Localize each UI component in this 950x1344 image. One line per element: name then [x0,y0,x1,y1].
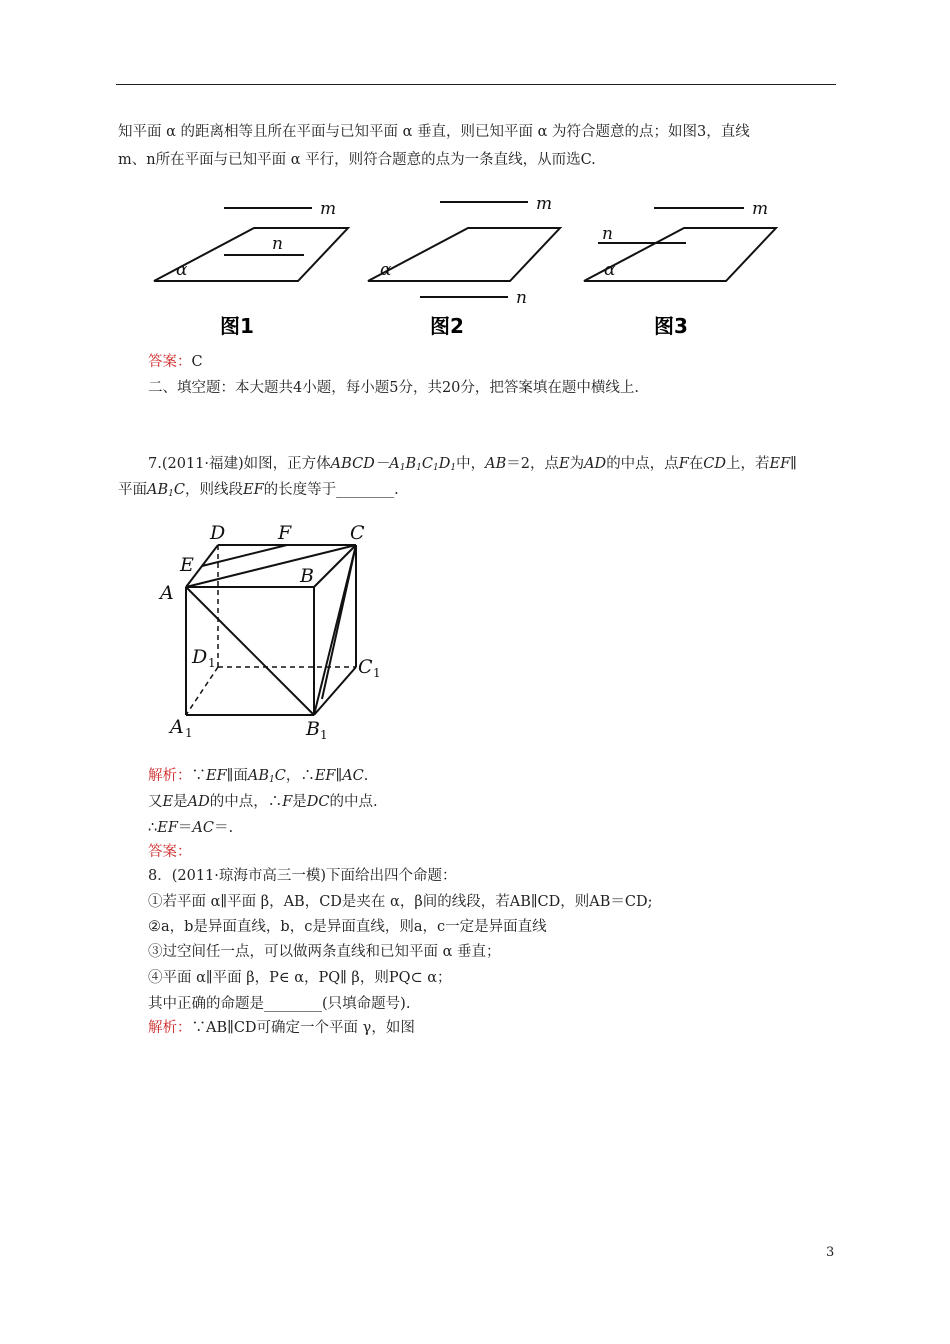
sol-dc: DC [306,794,330,810]
fig2-label-n: n [516,288,527,308]
cube-sub-c1: 1 [373,666,381,680]
q7-sub: 1 [416,463,422,473]
sol-text: ∥ [335,768,343,784]
sol-ad: AD [187,794,210,810]
sol-text: ＝. [213,820,234,836]
sol-e: E [162,794,174,810]
q8-proposition-2: ②a，b是异面直线，b，c是异面直线，则a，c一定是异面直线 [148,919,547,935]
fig1-label-m: m [320,199,337,219]
page-number: 3 [826,1245,835,1260]
sol-ac: AC [342,768,364,784]
q7-sub: 1 [450,463,457,473]
q8-solution-text: ∵AB∥CD可确定一个平面 γ，如图 [191,1020,415,1036]
cube-label-d: D [210,522,226,544]
fig2-label-m: m [536,194,553,214]
answer1-value: C [191,354,203,370]
sol-text: 的中点. [329,794,378,810]
q8-proposition-1: ①若平面 α∥平面 β，AB，CD是夹在 α，β间的线段，若AB∥CD，则AB＝CD; [148,894,653,910]
answer1-label: 答案： [148,354,192,370]
sol-text: ∴ [148,820,158,836]
q8-proposition-3: ③过空间任一点，可以做两条直线和已知平面 α 垂直； [148,944,501,960]
section2-heading: 二、填空题：本大题共4小题，每小题5分，共20分，把答案填在题中横线上. [148,380,640,396]
sol-text: ＝ [177,820,193,836]
q7-text: 为 [569,456,585,472]
sol-ef: EF [314,768,336,784]
sol-c: C [274,768,286,784]
q7-plane-ab: AB [147,482,169,498]
fig3-caption: 图3 [654,314,688,338]
solution7-line1 [148,766,368,790]
q7-sub: 1 [168,489,174,499]
cube-label-a1: A [170,716,184,738]
q8-question: 其中正确的命题是________(只填命题号). [148,996,411,1012]
cube-sub-b1: 1 [320,728,328,742]
planes-figure [140,185,780,345]
sol-ab: AB [247,768,269,784]
fig2-caption: 图2 [430,314,464,338]
sol-text: ∵ [191,768,206,784]
paragraph1-line2: m、n所在平面与已知平面 α 平行，则符合题意的点为一条直线，从而选C. [118,152,596,168]
fig1-label-alpha: α [176,260,188,280]
sol-ef: EF [206,768,227,784]
q8-title: 8．(2011·琼海市高三一模)下面给出四个命题： [148,868,457,884]
q7-cube-d: D [438,456,451,472]
solution7-label: 解析： [148,768,192,784]
cube-sub-a1: 1 [185,726,193,740]
fig3-label-m: m [752,199,769,219]
cube-label-d1: D [192,646,208,668]
fig1-label-n: n [272,234,283,254]
cube-label-a: A [160,582,174,604]
sol-text: ，∴ [285,768,315,784]
q7-plane-c: C [173,482,185,498]
paragraph1-line1: 知平面 α 的距离相等且所在平面与已知平面 α 垂直，则已知平面 α 为符合题意的点；如图3，直线 [118,124,750,140]
cube-label-e: E [180,554,194,576]
solution7-line2 [148,792,378,812]
fig2-label-alpha: α [380,260,392,280]
cube-figure [150,515,410,747]
q7-text: ＝2，点 [506,456,559,472]
q7-f: F [678,456,689,472]
fig3-label-n: n [602,224,613,244]
sol-f: F [282,794,293,810]
cube-label-c1: C [358,656,373,678]
q7-cube-a: ABCD－A [330,456,400,472]
sol-text: 是 [173,794,188,810]
q7-sub: 1 [433,463,439,473]
cube-label-b: B [300,565,314,587]
sol-text: ∥面 [226,768,248,784]
q7-e: E [558,456,570,472]
sol-text: 是 [292,794,307,810]
q7-ab: AB [485,456,507,472]
q7-number: 7.(2011·福建)如图，正方体 [148,456,331,472]
cube-label-b1: B [306,718,320,740]
q7-text: 在 [688,456,704,472]
q7-sub: 1 [399,463,406,473]
answer2-label: 答案： [148,844,192,860]
sol-ac: AC [192,820,214,836]
q7-ef: EF [242,482,264,498]
sol-text: 又 [148,794,163,810]
q7-line2 [118,480,399,504]
q7-text: 中， [456,456,486,472]
cube-sub-d1: 1 [208,656,216,670]
q8-solution [148,1018,415,1038]
fig3-label-alpha: α [604,260,616,280]
fig1-caption: 图1 [220,314,254,338]
q7-text: 的中点，点 [606,456,679,472]
q7-text: 平面 [118,482,147,498]
q8-proposition-4: ④平面 α∥平面 β，P∈ α，PQ∥ β，则PQ⊂ α； [148,970,452,986]
q7-cd: CD [703,456,726,472]
sol-text: . [363,768,369,784]
q7-text: 上，若 [725,456,770,472]
q7-text: ，则线段 [184,482,243,498]
sol-sub: 1 [269,775,275,785]
q7-ad: AD [584,456,607,472]
q7-blank: 的长度等于________. [263,482,399,498]
answer1 [148,352,203,372]
q7-line1 [148,454,797,478]
q7-ef: EF [769,456,791,472]
cube-label-c: C [350,522,365,544]
cube-label-f: F [278,522,292,544]
q7-cube-c: C [421,456,433,472]
solution7-line3 [148,818,233,838]
q7-parallel: ∥ [790,456,797,472]
header-rule [116,84,836,85]
q7-cube-b: B [405,456,417,472]
sol-ef: EF [157,820,178,836]
q8-solution-label: 解析： [148,1020,192,1036]
sol-text: 的中点，∴ [209,794,283,810]
